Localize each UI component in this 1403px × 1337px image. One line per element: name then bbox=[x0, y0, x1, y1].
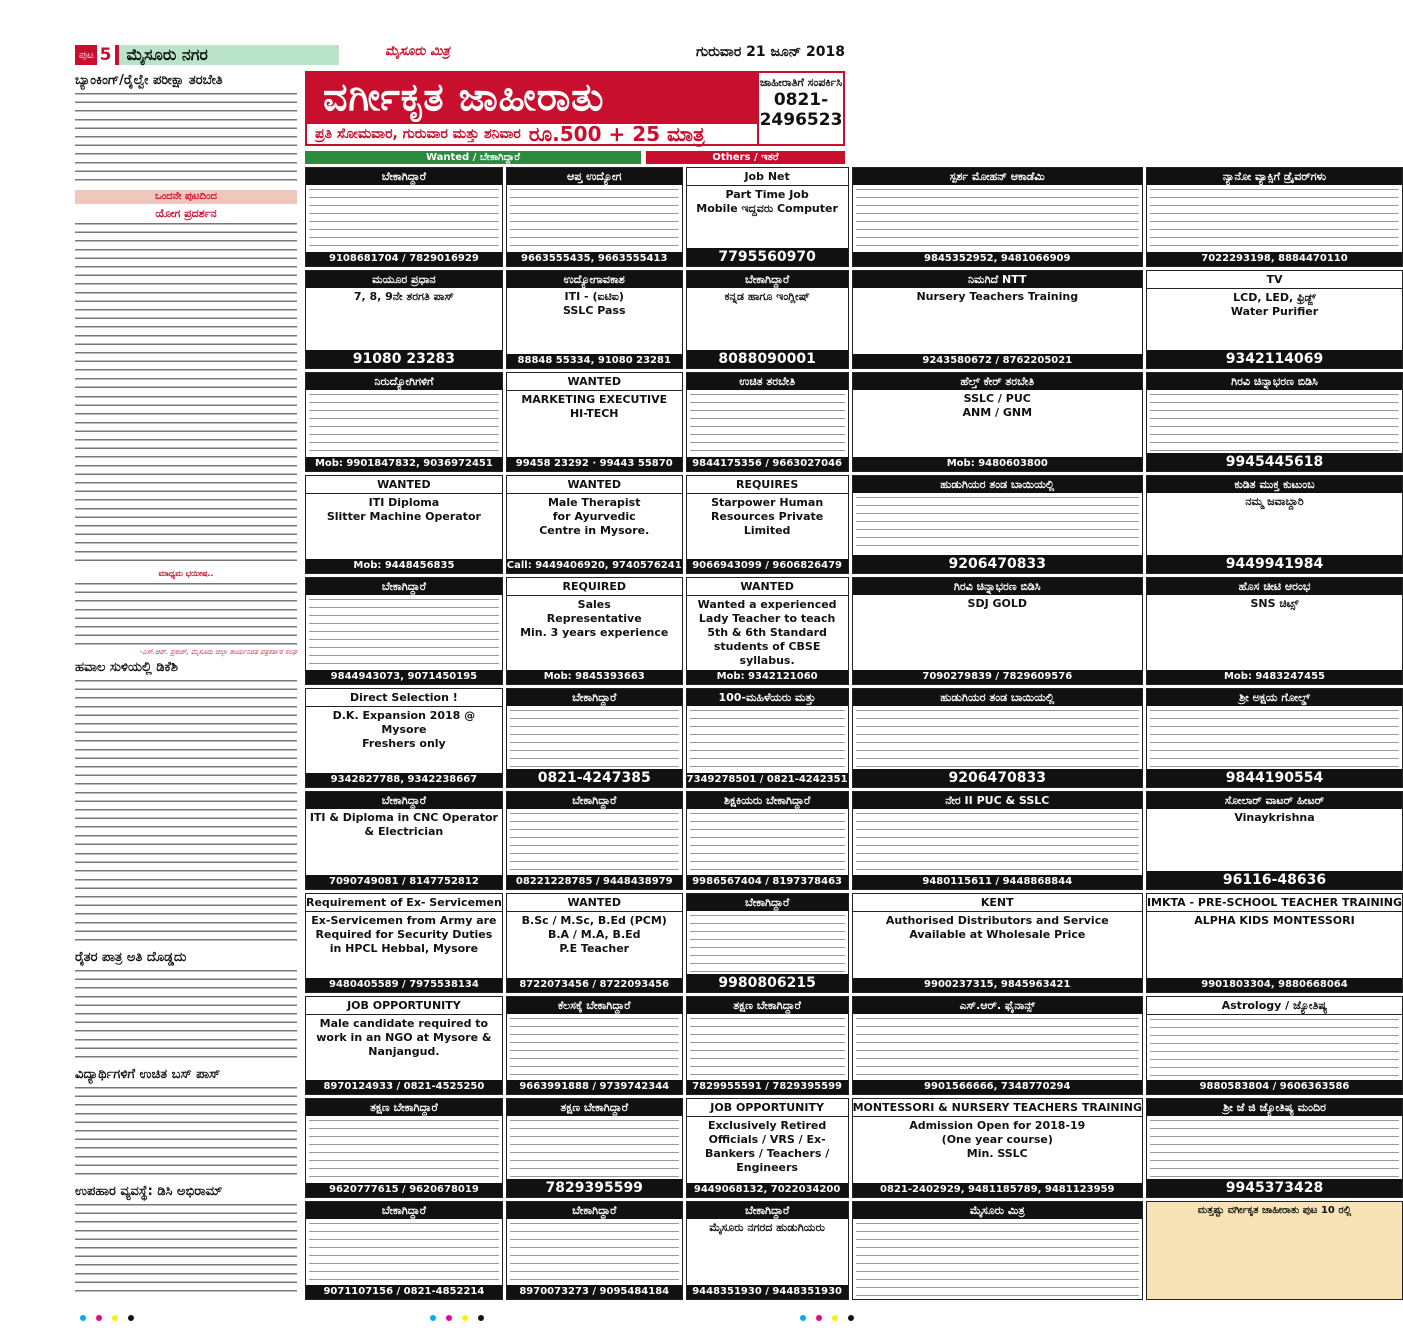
ad-phone: 9945373428 bbox=[1147, 1179, 1402, 1197]
ad-phone: 9243580672 / 8762205021 bbox=[853, 354, 1142, 368]
page-number: 5 bbox=[97, 45, 115, 65]
classified-ad bbox=[305, 270, 503, 370]
ad-fine-print bbox=[1150, 187, 1399, 250]
ad-heading: ಬೇಕಾಗಿದ್ದಾರೆ bbox=[507, 689, 682, 706]
ad-phone: 9880583804 / 9606363586 bbox=[1147, 1080, 1402, 1094]
ad-phone: 9448351930 / 9448351930 bbox=[687, 1285, 848, 1299]
ad-body: SDJ GOLD bbox=[967, 597, 1028, 610]
ad-phone: 9480115611 / 9448868844 bbox=[853, 875, 1142, 889]
story1-body bbox=[75, 91, 297, 187]
ad-phone: 8970073273 / 9095484184 bbox=[507, 1285, 682, 1299]
story2-body-end bbox=[75, 581, 297, 645]
black-mark bbox=[128, 1315, 134, 1321]
ad-phone: 9071107156 / 0821-4852214 bbox=[306, 1285, 502, 1299]
classified-ad bbox=[506, 688, 683, 788]
ad-phone: 9986567404 / 8197378463 bbox=[687, 875, 848, 889]
ad-phone: 96116-48636 bbox=[1147, 871, 1402, 889]
print-registration-marks-center bbox=[430, 1315, 484, 1323]
ad-heading: Requirement of Ex- Servicemen bbox=[306, 894, 502, 912]
ad-phone: 08221228785 / 9448438979 bbox=[507, 875, 682, 889]
ad-body: ಮೈಸೂರು ನಗರದ ಹುಡುಗಿಯರು bbox=[709, 1220, 825, 1234]
ad-heading: ಗಿರವಿ ಚಿನ್ನಾಭರಣ ಬಿಡಿಸಿ bbox=[1147, 373, 1402, 390]
ad-heading: WANTED bbox=[687, 578, 848, 596]
ad-heading: ಹೆಲ್ತ್ ಕೇರ್ ತರಬೇತಿ bbox=[853, 373, 1142, 390]
classified-ad bbox=[305, 791, 503, 891]
story2-subhead: ಯೋಗ ಪ್ರದರ್ಶನ bbox=[155, 207, 217, 220]
ad-phone: Mob: 9901847832, 9036972451 bbox=[306, 457, 502, 471]
ad-fine-print bbox=[690, 708, 845, 771]
classified-ad bbox=[686, 270, 849, 370]
ad-heading: ಆಪ್ತ ಉದ್ಯೋಗ bbox=[507, 168, 682, 185]
story6-body bbox=[75, 1202, 297, 1298]
paper-name: ಮೈಸೂರು ಮಿತ್ರ bbox=[385, 44, 450, 59]
classified-ad bbox=[852, 167, 1143, 267]
classified-ad bbox=[686, 688, 849, 788]
ad-fine-print bbox=[1150, 708, 1399, 767]
ad-phone: 9663555435, 9663555413 bbox=[507, 252, 682, 266]
ad-heading: ತಕ್ಷಣ ಬೇಕಾಗಿದ್ದಾರೆ bbox=[507, 1099, 682, 1116]
ad-phone: 9901566666, 7348770294 bbox=[853, 1080, 1142, 1094]
ad-fine-print bbox=[856, 187, 1139, 250]
ad-phone: 9206470833 bbox=[853, 769, 1142, 787]
ad-phone: 9480405589 / 7975538134 bbox=[306, 978, 502, 992]
classified-ad bbox=[305, 577, 503, 685]
contact-label: ಜಾಹೀರಾತಿಗೆ ಸಂಪರ್ಕಿಸಿ bbox=[759, 76, 843, 89]
ad-heading: ಉದ್ಯೋಗಾವಕಾಶ bbox=[507, 271, 682, 288]
banner-title: ವರ್ಗೀಕೃತ ಜಾಹೀರಾತು bbox=[323, 75, 605, 119]
ad-phone: 7829395599 bbox=[507, 1179, 682, 1197]
classified-ad bbox=[305, 1201, 503, 1301]
classified-ad bbox=[506, 372, 683, 472]
ad-phone: 7090749081 / 8147752812 bbox=[306, 875, 502, 889]
ad-body bbox=[507, 1219, 682, 1286]
ad-fine-print bbox=[856, 811, 1139, 874]
classified-ad bbox=[852, 372, 1143, 472]
ad-body bbox=[853, 493, 1142, 556]
ad-phone: 9844190554 bbox=[1147, 769, 1402, 787]
ad-heading: ಹುಡುಗಿಯರ ತಂಡ ಬಾಯಿಯಲ್ಲಿ bbox=[853, 689, 1142, 706]
classified-ad bbox=[506, 996, 683, 1096]
classified-ad bbox=[686, 996, 849, 1096]
ad-phone: 7795560970 bbox=[687, 248, 848, 266]
ad-body bbox=[853, 809, 1142, 876]
classified-ad bbox=[305, 475, 503, 575]
ad-body: ALPHA KIDS MONTESSORI bbox=[1194, 914, 1355, 927]
banner-price: ರೂ.500 + 25 ಮಾತ್ರ bbox=[528, 122, 705, 146]
ad-heading: ಗಿರವಿ ಚಿನ್ನಾಭರಣ ಬಿಡಿಸಿ bbox=[853, 578, 1142, 595]
classified-ad bbox=[852, 1201, 1143, 1301]
ad-body bbox=[507, 1014, 682, 1081]
ad-heading: ಮೈಸೂರು ಮಿತ್ರ bbox=[853, 1202, 1142, 1219]
ad-body bbox=[306, 595, 502, 670]
ad-phone: 9663991888 / 9739742344 bbox=[507, 1080, 682, 1094]
ad-heading: ಬೇಕಾಗಿದ್ದಾರೆ bbox=[306, 168, 502, 185]
ad-body: D.K. Expansion 2018 @ Mysore Freshers only bbox=[332, 709, 476, 750]
continued-label: ಮಾಧ್ಯಮ ಭಯೀಷ.. bbox=[158, 569, 214, 578]
ad-body: SNS ಚಿಟ್ಸ್ bbox=[1250, 597, 1299, 610]
ad-body bbox=[507, 809, 682, 876]
ad-phone: 9342827788, 9342238667 bbox=[306, 773, 502, 787]
classified-ad bbox=[686, 372, 849, 472]
ad-fine-print bbox=[1150, 1118, 1399, 1177]
ad-body: Ex-Servicemen from Army are Required for Security Duties in HPCL Hebbal, Mysore bbox=[311, 914, 497, 955]
ad-heading: REQUIRED bbox=[507, 578, 682, 596]
contact-code: 0821- bbox=[773, 90, 829, 110]
ad-heading: TV bbox=[1147, 271, 1402, 289]
ad-fine-print bbox=[856, 1221, 1139, 1298]
ad-body: Starpower Human Resources Private Limited bbox=[711, 495, 824, 537]
page-number-badge bbox=[75, 45, 119, 65]
ad-phone: 88848 55334, 91080 23281 bbox=[507, 354, 682, 368]
ad-body bbox=[687, 1014, 848, 1081]
ad-heading: 100-ಮಹಿಳೆಯರು ಮತ್ತು bbox=[687, 689, 848, 706]
ad-heading: ಬೇಕಾಗಿದ್ದಾರೆ bbox=[507, 1202, 682, 1219]
classified-ad bbox=[1146, 1098, 1403, 1198]
ad-phone: 9342114069 bbox=[1147, 350, 1402, 368]
others-section-bar: Others / ಇತರೆ bbox=[646, 151, 845, 164]
cyan-mark bbox=[430, 1315, 436, 1321]
classified-ad bbox=[1146, 167, 1403, 267]
ad-body: Admission Open for 2018-19 (One year course) Min. SSLC bbox=[909, 1119, 1086, 1160]
ad-body: MARKETING EXECUTIVE HI-TECH bbox=[521, 393, 668, 420]
classified-ad bbox=[305, 893, 503, 993]
ad-heading: ಬೇಕಾಗಿದ್ದಾರೆ bbox=[687, 894, 848, 911]
yellow-mark bbox=[832, 1315, 838, 1321]
ad-heading: WANTED bbox=[507, 894, 682, 912]
classified-ad bbox=[852, 791, 1143, 891]
classified-ads-grid bbox=[305, 167, 1403, 1300]
ad-body: Vinaykrishna bbox=[1234, 810, 1315, 824]
yellow-mark bbox=[112, 1315, 118, 1321]
classified-ad bbox=[686, 577, 849, 685]
ad-heading: KENT bbox=[853, 894, 1142, 912]
story3-heading: ಹವಾಲ ಸುಳಿಯಲ್ಲಿ ಡಿಕೆಶಿ bbox=[75, 659, 178, 675]
ad-phone: 9844943073, 9071450195 bbox=[306, 670, 502, 684]
ad-body bbox=[853, 1014, 1142, 1081]
cyan-mark bbox=[80, 1315, 86, 1321]
ad-body: 7, 8, 9ನೇ ತರಗತಿ ಪಾಸ್ bbox=[353, 289, 454, 303]
ad-phone: 9845352952, 9481066909 bbox=[853, 252, 1142, 266]
ad-fine-print bbox=[309, 187, 499, 250]
ad-phone: 8970124933 / 0821-4525250 bbox=[306, 1080, 502, 1094]
ad-fine-print bbox=[309, 392, 499, 455]
classified-ad bbox=[1146, 475, 1403, 575]
classified-ad bbox=[506, 475, 683, 575]
issue-date: ಗುರುವಾರ 21 ಜೂನ್ 2018 bbox=[696, 44, 845, 60]
story1-heading: ಬ್ಯಾಂಕಿಂಗ್/ರೈಲ್ವೇ ಪರೀಕ್ಷಾ ತರಬೇತಿ bbox=[75, 73, 223, 88]
ad-heading: ನ್ಯಾನೋ ವ್ಯಾಕ್ಸಿಗೆ ಡ್ರೈವರ್‌ಗಳು bbox=[1147, 168, 1402, 185]
ad-body: ಕನ್ನಡ ಹಾಗೂ ಇಂಗ್ಲೀಷ್ bbox=[724, 289, 810, 303]
story5-heading: ವಿದ್ಯಾರ್ಥಿಗಳಿಗೆ ಉಚಿತ ಬಸ್ ಪಾಸ್ bbox=[75, 1066, 221, 1082]
wanted-section-bar: Wanted / ಬೇಕಾಗಿದ್ದಾರೆ bbox=[305, 151, 641, 164]
story4-heading: ರೈತರ ಪಾತ್ರ ಅತಿ ದೊಡ್ಡದು bbox=[75, 949, 187, 965]
ad-phone: Mob: 9845393663 bbox=[507, 670, 682, 684]
black-mark bbox=[848, 1315, 854, 1321]
ad-body bbox=[687, 706, 848, 773]
ad-body bbox=[507, 706, 682, 769]
ad-body: Wanted a experienced Lady Teacher to teach 5th & 6th Standard students of CBSE syllabus. bbox=[697, 598, 837, 667]
contact-number: 2496523 bbox=[759, 110, 843, 130]
ad-phone: Mob: 9480603800 bbox=[853, 457, 1142, 471]
ad-heading: ಹೊಸ ಚೀಟಿ ಆರಂಭ bbox=[1147, 578, 1402, 595]
ad-body bbox=[687, 390, 848, 457]
classified-ad bbox=[852, 688, 1143, 788]
ad-heading: WANTED bbox=[306, 476, 502, 494]
ad-heading: ಬೇಕಾಗಿದ್ದಾರೆ bbox=[306, 578, 502, 595]
ad-heading: ಬೇಕಾಗಿದ್ದಾರೆ bbox=[306, 1202, 502, 1219]
story3-body-cont bbox=[75, 851, 297, 947]
ad-phone: Mob: 9483247455 bbox=[1147, 670, 1402, 684]
ad-heading: ಹುಡುಗಿಯರ ತಂಡ ಬಾಯಿಯಲ್ಲಿ bbox=[853, 476, 1142, 493]
ad-phone: 0821-4247385 bbox=[507, 769, 682, 787]
ad-heading: ಸೋಲಾರ್ ವಾಟರ್ ಹೀಟರ್ bbox=[1147, 792, 1402, 809]
ad-phone: 9449068132, 7022034200 bbox=[687, 1183, 848, 1197]
ad-body: Nursery Teachers Training bbox=[916, 289, 1079, 303]
print-registration-marks-left bbox=[80, 1315, 134, 1323]
classified-ad bbox=[506, 1098, 683, 1198]
ad-heading: WANTED bbox=[507, 373, 682, 391]
ad-phone: 9620777615 / 9620678019 bbox=[306, 1183, 502, 1197]
ad-heading: ಶ್ರೀ ಅಕ್ಷಯ ಗೋಲ್ಡ್ bbox=[1147, 689, 1402, 706]
classified-ad bbox=[305, 1098, 503, 1198]
ad-heading: WANTED bbox=[507, 476, 682, 494]
ad-fine-print bbox=[510, 811, 679, 874]
ad-body bbox=[1147, 390, 1402, 453]
ad-heading: ಶ್ರೀ ಜೆ ಜಿ ಜ್ಯೋತಿಷ್ಯ ಮಂದಿರ bbox=[1147, 1099, 1402, 1116]
ad-phone: 9980806215 bbox=[687, 974, 848, 992]
classified-ad bbox=[506, 893, 683, 993]
ad-fine-print bbox=[309, 1221, 499, 1284]
left-news-column bbox=[75, 70, 297, 1300]
ad-phone: 7022293198, 8884470110 bbox=[1147, 252, 1402, 266]
ad-fine-print bbox=[309, 1118, 499, 1181]
magenta-mark bbox=[816, 1315, 822, 1321]
story-credit: -ಎಸ್.ಆರ್. ಪ್ರಕಾಶ್, ಮೈಸೂರು ಜಿಲ್ಲಾ ಕಾರ್ಯನಿರತ ಪತ್ರಕರ್ತರ ಸಂಘ bbox=[139, 648, 297, 656]
classified-ad bbox=[506, 791, 683, 891]
classified-ad bbox=[852, 475, 1143, 575]
ad-fine-print bbox=[856, 708, 1139, 767]
ad-heading: JOB OPPORTUNITY bbox=[687, 1099, 848, 1117]
ad-heading: ತಕ್ಷಣ ಬೇಕಾಗಿದ್ದಾರೆ bbox=[306, 1099, 502, 1116]
ad-heading: Astrology / ಜ್ಯೋತಿಷ್ಯ bbox=[1147, 997, 1402, 1015]
ad-heading: ಉಚಿತ ತರಬೇತಿ bbox=[687, 373, 848, 390]
ad-heading: ನಿಮಗಿದೆ NTT bbox=[853, 271, 1142, 288]
ad-body: ITI & Diploma in CNC Operator & Electrician bbox=[309, 810, 498, 838]
ad-heading: Job Net bbox=[687, 168, 848, 186]
ad-heading: JOB OPPORTUNITY bbox=[306, 997, 502, 1015]
ad-fine-print bbox=[510, 187, 679, 250]
classified-ad bbox=[1146, 791, 1403, 891]
continued-section-bar: ಒಂದನೇ ಪುಟದಿಂದ bbox=[75, 190, 297, 204]
magenta-mark bbox=[446, 1315, 452, 1321]
classified-ad bbox=[1146, 372, 1403, 472]
ad-heading: ಸ್ಪರ್ಶ ಮೋಹನ್ ಆಕಾಡೆಮಿ bbox=[853, 168, 1142, 185]
contact-box bbox=[757, 71, 845, 146]
banner-subtitle bbox=[305, 122, 767, 146]
ad-body bbox=[853, 706, 1142, 769]
ad-heading: ಬೇಕಾಗಿದ್ದಾರೆ bbox=[687, 1202, 848, 1219]
classified-ad bbox=[305, 996, 503, 1096]
ad-heading: ಕುಡಿತ ಮುಕ್ತ ಕುಟುಂಬ bbox=[1147, 476, 1402, 493]
ad-body: ಮತ್ತಷ್ಟು ವರ್ಗೀಕೃತ ಜಾಹೀರಾತು ಪುಟ 10 ರಲ್ಲಿ bbox=[1197, 1204, 1352, 1216]
classified-ad bbox=[686, 167, 849, 267]
ad-body: B.Sc / M.Sc, B.Ed (PCM) B.A / M.A, B.Ed P.E Teacher bbox=[521, 914, 667, 955]
classified-ad bbox=[506, 1201, 683, 1301]
ad-phone: 9449941984 bbox=[1147, 555, 1402, 573]
classified-ad bbox=[686, 1201, 849, 1301]
ad-body bbox=[1147, 706, 1402, 769]
yellow-mark bbox=[462, 1315, 468, 1321]
ad-body bbox=[853, 185, 1142, 252]
ad-heading: ಕೆಲಸಕ್ಕೆ ಬೇಕಾಗಿದ್ದಾರೆ bbox=[507, 997, 682, 1014]
classified-ad bbox=[1146, 688, 1403, 788]
classified-ad bbox=[686, 475, 849, 575]
classified-ad bbox=[852, 270, 1143, 370]
ad-fine-print bbox=[1150, 1017, 1399, 1079]
ad-phone: 9844175356 / 9663027046 bbox=[687, 457, 848, 471]
ad-fine-print bbox=[1150, 392, 1399, 451]
classified-ad bbox=[852, 577, 1143, 685]
ad-fine-print bbox=[510, 708, 679, 767]
classified-ad bbox=[1146, 577, 1403, 685]
ad-heading: Direct Selection ! bbox=[306, 689, 502, 707]
ad-body: Part Time Job Mobile ಇದ್ದವರು Computer bbox=[696, 188, 838, 215]
page-header bbox=[75, 44, 845, 66]
ad-heading: ನಿರುದ್ಯೋಗಿಗಳಿಗೆ bbox=[306, 373, 502, 390]
ad-body: ನಮ್ಮ ಜವಾಬ್ದಾರಿ bbox=[1245, 494, 1304, 508]
ad-phone: 8088090001 bbox=[687, 350, 848, 368]
ad-phone: Mob: 9448456835 bbox=[306, 559, 502, 573]
ad-body bbox=[306, 390, 502, 457]
classified-ad bbox=[852, 1098, 1143, 1198]
classified-ad bbox=[506, 577, 683, 685]
story3-body bbox=[75, 678, 297, 848]
ad-fine-print bbox=[510, 1118, 679, 1177]
ad-body bbox=[1147, 1015, 1402, 1081]
classified-ad bbox=[305, 688, 503, 788]
ad-phone: 9900237315, 9845963421 bbox=[853, 978, 1142, 992]
ad-heading: ಬೇಕಾಗಿದ್ದಾರೆ bbox=[306, 792, 502, 809]
ad-heading: ತಕ್ಷಣ ಬೇಕಾಗಿದ್ದಾರೆ bbox=[687, 997, 848, 1014]
ad-body bbox=[687, 911, 848, 974]
classified-ad bbox=[506, 167, 683, 267]
ad-body: Sales Representative Min. 3 years experience bbox=[520, 598, 669, 639]
ad-fine-print bbox=[856, 495, 1139, 554]
ad-fine-print bbox=[690, 1016, 845, 1079]
ad-body: Male Therapist for Ayurvedic Centre in Mysore. bbox=[539, 495, 650, 537]
classified-ad bbox=[1146, 996, 1403, 1096]
section-title: ಮೈಸೂರು ನಗರ bbox=[119, 45, 339, 65]
ad-fine-print bbox=[510, 1016, 679, 1079]
ad-phone: Call: 9449406920, 9740576241 bbox=[506, 560, 682, 571]
ad-body bbox=[507, 185, 682, 252]
ad-body: ITI Diploma Slitter Machine Operator bbox=[326, 495, 481, 523]
story2-body bbox=[75, 221, 297, 391]
ad-phone: 9901803304, 9880668064 bbox=[1147, 978, 1402, 992]
ad-fine-print bbox=[690, 811, 845, 874]
story4-body bbox=[75, 968, 297, 1064]
banner-days: ಪ್ರತಿ ಸೋಮವಾರ, ಗುರುವಾರ ಮತ್ತು ಶನಿವಾರ bbox=[315, 126, 521, 142]
ad-phone: 8722073456 / 8722093456 bbox=[507, 978, 682, 992]
classified-ad bbox=[686, 1098, 849, 1198]
cyan-mark bbox=[800, 1315, 806, 1321]
ad-heading: ಬೇಕಾಗಿದ್ದಾರೆ bbox=[687, 271, 848, 288]
page-label: ಪುಟ bbox=[79, 49, 94, 61]
ad-phone: 9108681704 / 7829016929 bbox=[306, 252, 502, 266]
ad-phone: 91080 23283 bbox=[306, 350, 502, 368]
classified-ad bbox=[1146, 270, 1403, 370]
ad-phone: 99458 23292 · 99443 55870 bbox=[507, 457, 682, 471]
ad-body bbox=[306, 1116, 502, 1183]
ad-fine-print bbox=[309, 597, 499, 668]
ad-body bbox=[1147, 1116, 1402, 1179]
story2-body-cont bbox=[75, 394, 297, 564]
ad-body bbox=[306, 185, 502, 252]
story5-body bbox=[75, 1085, 297, 1181]
ad-body bbox=[687, 809, 848, 876]
magenta-mark bbox=[96, 1315, 102, 1321]
ad-fine-print bbox=[690, 913, 845, 972]
ad-body: Authorised Distributors and Service Available at Wholesale Price bbox=[885, 914, 1109, 941]
ad-heading: ಬೇಕಾಗಿದ್ದಾರೆ bbox=[507, 792, 682, 809]
ad-body: Exclusively Retired Officials / VRS / Ex-Bankers / Teachers / Engineers bbox=[704, 1119, 830, 1174]
classified-ad bbox=[686, 893, 849, 993]
classified-ad bbox=[852, 996, 1143, 1096]
print-registration-marks-right bbox=[800, 1315, 854, 1323]
classified-ad bbox=[852, 893, 1143, 993]
classified-ad bbox=[1146, 1201, 1403, 1301]
classified-ad bbox=[506, 270, 683, 370]
ad-heading: ನೇರ II PUC & SSLC bbox=[853, 792, 1142, 809]
classified-ad bbox=[305, 372, 503, 472]
ad-heading: REQUIRES bbox=[687, 476, 848, 494]
ad-phone: 7829955591 / 7829395599 bbox=[687, 1080, 848, 1094]
ad-body bbox=[853, 1219, 1142, 1300]
ad-body: SSLC / PUC ANM / GNM bbox=[962, 392, 1033, 419]
ad-body bbox=[306, 1219, 502, 1286]
classifieds-banner bbox=[305, 71, 845, 146]
ad-body: LCD, LED, ಫ್ರಿಡ್ಜ್ Water Purifier bbox=[1230, 290, 1319, 318]
classified-ad bbox=[686, 791, 849, 891]
ad-phone: Mob: 9342121060 bbox=[687, 670, 848, 684]
ad-heading: MONTESSORI & NURSERY TEACHERS TRAINING bbox=[853, 1099, 1142, 1117]
ad-body: Male candidate required to work in an NGO at Mysore & Nanjangud. bbox=[316, 1016, 492, 1058]
story6-heading: ಉಪಹಾರ ವ್ಯವಸ್ಥೆ: ಡಿಸಿ ಅಭಿರಾಮ್ bbox=[75, 1183, 223, 1199]
classified-ad bbox=[305, 167, 503, 267]
ad-heading: IMKTA - PRE-SCHOOL TEACHER TRAINING bbox=[1147, 894, 1402, 912]
ad-fine-print bbox=[856, 1016, 1139, 1079]
ad-body bbox=[507, 1116, 682, 1179]
ad-phone: 7349278501 / 0821-4242351 bbox=[686, 773, 848, 785]
ad-phone: 9066943099 / 9606826479 bbox=[687, 559, 848, 573]
ad-fine-print bbox=[690, 392, 845, 455]
ad-heading: ಮಯೂರ ಪ್ರಧಾನ bbox=[306, 271, 502, 288]
ad-phone: 9945445618 bbox=[1147, 453, 1402, 471]
ad-body: ITI - (ಐಟಿಐ) SSLC Pass bbox=[562, 289, 626, 317]
ad-phone: 9206470833 bbox=[853, 555, 1142, 573]
ad-body bbox=[1147, 185, 1402, 252]
ad-fine-print bbox=[510, 1221, 679, 1284]
classified-ad bbox=[1146, 893, 1403, 993]
ad-heading: ಶಿಕ್ಷಕಿಯರು ಬೇಕಾಗಿದ್ದಾರೆ bbox=[687, 792, 848, 809]
ad-heading: ಎಸ್.ಆರ್. ಫೈನಾನ್ಸ್ bbox=[853, 997, 1142, 1014]
ad-phone: 7090279839 / 7829609576 bbox=[853, 670, 1142, 684]
ad-phone: 0821-2402929, 9481185789, 9481123959 bbox=[853, 1183, 1142, 1197]
black-mark bbox=[478, 1315, 484, 1321]
